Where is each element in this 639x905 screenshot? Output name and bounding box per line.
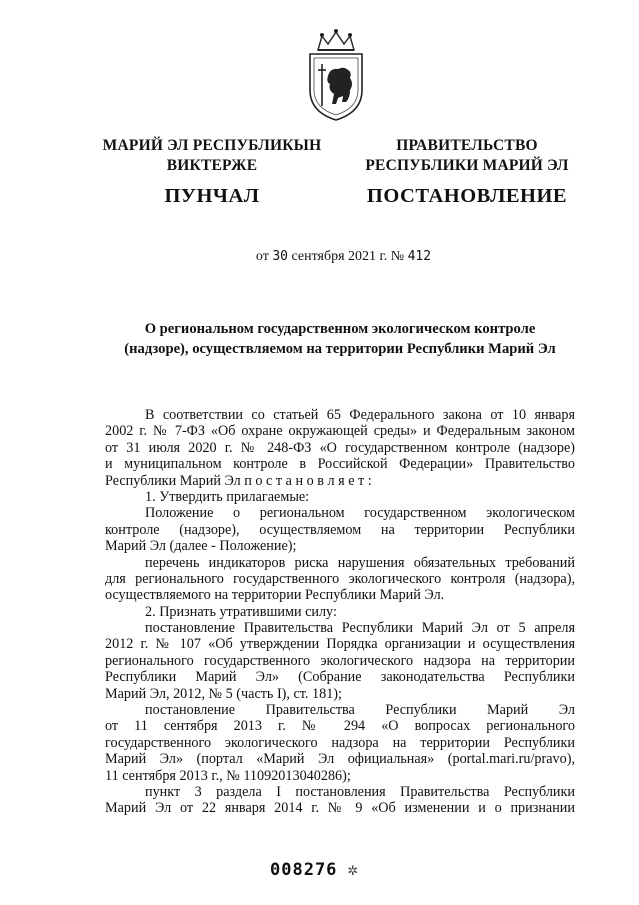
dateline-number: 412 bbox=[407, 249, 432, 264]
body-line: постановление Правительства Республики Марий Эл от 5 апреля bbox=[145, 620, 575, 637]
header-left-mari bbox=[92, 136, 332, 209]
body-line: Марий Эл, 2012, № 5 (часть I), ст. 181); bbox=[105, 685, 342, 702]
coat-of-arms-emblem bbox=[300, 28, 372, 122]
body-line: осуществляемого на территории Республики Марий Эл. bbox=[105, 587, 445, 604]
dateline-day: 30 bbox=[272, 249, 289, 264]
title-line1: О региональном государственном экологическом контроле bbox=[144, 321, 536, 337]
document-title bbox=[100, 320, 580, 359]
body-line: для регионального государственного экологического контроля (надзора), bbox=[105, 570, 575, 587]
body-line: контроле (надзоре), осуществляемом на территории Республики bbox=[105, 521, 575, 538]
header-right-line1: ПРАВИТЕЛЬСТВО bbox=[396, 137, 538, 154]
body-line: 2002 г. № 7-ФЗ «Об охране окружающей среды» и Федеральным законом bbox=[105, 423, 575, 440]
body-line: Республики Марий Эл п о с т а н о в л я е т : bbox=[105, 472, 372, 489]
dateline-prefix: от bbox=[255, 249, 269, 264]
header-left-line2: ВИКТЕРЖЕ bbox=[166, 157, 258, 174]
body-line: государственного экологического надзора на территории Республики bbox=[105, 734, 575, 751]
document-serial-footer bbox=[270, 860, 390, 882]
body-line: пункт 3 раздела I постановления Правительства Республики bbox=[145, 783, 575, 800]
body-line: постановление Правительства Республики Марий Эл bbox=[145, 702, 575, 719]
body-line: Республики Марий Эл» (Собрание законодательства Республики bbox=[105, 669, 575, 686]
body-line: 1. Утвердить прилагаемые: bbox=[145, 488, 310, 505]
serial-number: 008276 bbox=[270, 860, 338, 880]
body-line: 11 сентября 2013 г., № 11092013040286); bbox=[105, 767, 351, 784]
header-right-russian bbox=[352, 136, 582, 209]
body-line: 2. Признать утратившими силу: bbox=[145, 603, 337, 620]
document-dateline bbox=[0, 249, 639, 265]
body-line: Марий Эл» (портал «Марий Эл официальная» (portal.mari.ru/pravo), bbox=[105, 751, 575, 768]
body-line: 2012 г. № 107 «Об утверждении Порядка организации и осуществления bbox=[105, 636, 575, 653]
body-line: Марий Эл от 22 января 2014 г. № 9 «Об изменении и о признании bbox=[105, 800, 575, 817]
body-line: перечень индикаторов риска нарушения обязательных требований bbox=[145, 554, 575, 571]
star-mark-icon: ✲ bbox=[347, 864, 359, 879]
body-line: Положение о региональном государственном экологическом bbox=[145, 505, 575, 522]
dateline-month-year: сентября 2021 г. bbox=[291, 249, 388, 264]
header-left-line1: МАРИЙ ЭЛ РЕСПУБЛИКЫН bbox=[102, 137, 322, 154]
body-line: и муниципальном контроле в Российской Федерации» Правительство bbox=[105, 456, 575, 473]
body-line: от 11 сентября 2013 г. № 294 «О вопросах регионального bbox=[105, 718, 575, 735]
header-left-doc-type: ПУНЧАЛ bbox=[164, 185, 260, 207]
dateline-number-sign: № bbox=[390, 249, 405, 264]
title-line2: (надзоре), осуществляемом на территории Республики Марий Эл bbox=[124, 340, 556, 357]
body-line: В соответствии со статьей 65 Федерального закона от 10 января bbox=[145, 407, 575, 423]
document-body bbox=[105, 407, 575, 817]
body-line: от 31 июля 2020 г. № 248-ФЗ «О государственном контроле (надзоре) bbox=[105, 439, 575, 456]
header-right-line2: РЕСПУБЛИКИ МАРИЙ ЭЛ bbox=[365, 157, 569, 174]
coat-of-arms-icon bbox=[300, 28, 372, 122]
header-right-doc-type: ПОСТАНОВЛЕНИЕ bbox=[366, 185, 568, 207]
body-line: регионального государственного экологического надзора на территории bbox=[105, 652, 575, 669]
body-line: Марий Эл (далее - Положение); bbox=[105, 538, 297, 555]
